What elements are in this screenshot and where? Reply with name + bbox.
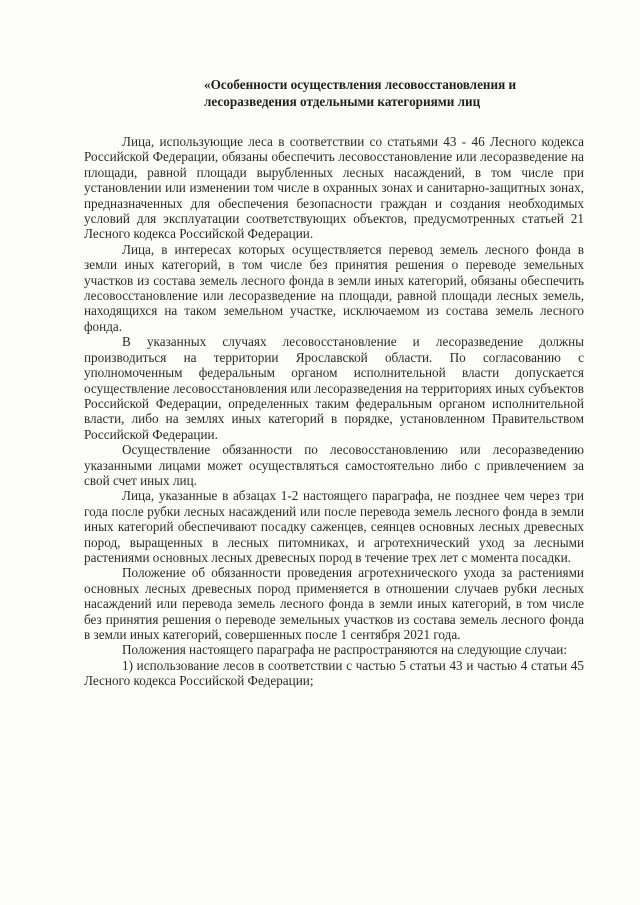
paragraph-6: Положение об обязанности проведения агротехнического ухода за растениями основных лесных древесных пород применяется в отношении случаев рубки лесных насаждений или перевода земель лесного фонда в земли иных категорий, в том числе без принятия решения о переводе земельных участков из состава земель лесного фонда в земли иных категорий, совершенных после 1 сентября 2021 года. (84, 565, 584, 642)
paragraph-7: Положения настоящего параграфа не распространяются на следующие случаи: (122, 642, 568, 658)
document-body (84, 134, 584, 689)
paragraph-1: Лица, использующие леса в соответствии со статьями 43 - 46 Лесного кодекса Российской Федерации, обязаны обеспечить лесовосстановление или лесоразведение на площади, равной площади вырубленных лесных насаждений, в том числе при установлении или изменении том числе в охранных зонах и санитарно-защитных зонах, предназначенных для обеспечения безопасности граждан и создания необходимых условий для эксплуатации соответствующих объектов, предусмотренных статьей 21 Лесного кодекса Российской Федерации. (84, 134, 584, 242)
title-line-1: «Особенности осуществления лесовосстановления и (204, 77, 517, 92)
paragraph-5: Лица, указанные в абзацах 1-2 настоящего параграфа, не позднее чем через три года после рубки лесных насаждений или после перевода земель лесного фонда в земли иных категорий обеспечивают посадку саженцев, сеянцев основных лесных древесных пород, выращенных в лесных питомниках, и агротехнический уход за лесными растениями основных лесных древесных пород в течение трех лет с момента посадки. (84, 488, 584, 565)
paragraph-3: В указанных случаях лесовосстановление и лесоразведение должны производиться на территории Ярославской области. По согласованию с уполномоченным федеральным органом исполнительной власти допускается осуществление лесовосстановления или лесоразведения на территориях иных субъектов Российской Федерации, определенных таким федеральным органом исполнительной власти, либо на землях иных категорий в порядке, установленном Правительством Российской Федерации. (84, 334, 584, 442)
paragraph-4: Осуществление обязанности по лесовосстановлению или лесоразведению указанными лицами может осуществляться самостоятельно либо с привлечением за свой счет иных лиц. (84, 442, 584, 488)
list-item-1: 1) использование лесов в соответствии с частью 5 статьи 43 и частью 4 статьи 45 Лесного кодекса Российской Федерации; (84, 657, 584, 689)
document-title (84, 76, 584, 110)
paragraph-2: Лица, в интересах которых осуществляется перевод земель лесного фонда в земли иных категорий, в том числе без принятия решения о переводе земельных участков из состава земель лесного фонда в земли иных категорий, обязаны обеспечить лесовосстановление или лесоразведение на площади, равной площади лесных земель, находящихся на таком земельном участке, исключаемом из состава земель лесного фонда. (84, 241, 584, 334)
title-line-2: лесоразведения отдельными категориями лиц (204, 94, 481, 109)
